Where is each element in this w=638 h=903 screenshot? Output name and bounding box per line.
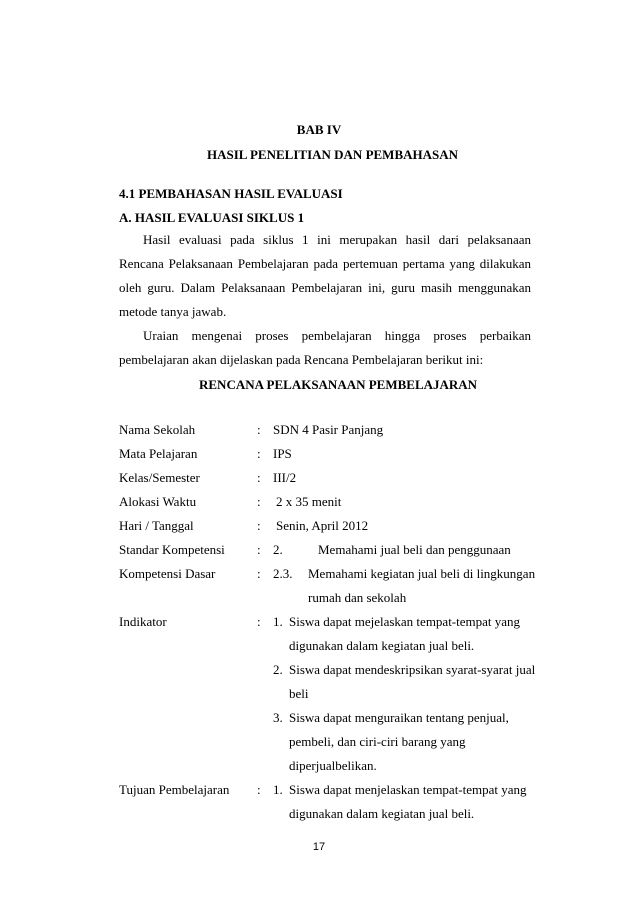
indikator-item-number: 2. bbox=[273, 662, 283, 677]
row-label-indikator: Indikator bbox=[119, 614, 167, 629]
row-value-kompetensi-dasar-cont: rumah dan sekolah bbox=[308, 590, 407, 605]
rpp-title: RENCANA PELAKSANAAN PEMBELAJARAN bbox=[199, 377, 478, 392]
indikator-item-text: beli bbox=[289, 686, 309, 701]
tujuan-item-text: digunakan dalam kegiatan jual beli. bbox=[289, 806, 475, 821]
row-label-kelas-semester: Kelas/Semester bbox=[119, 470, 200, 485]
row-label-hari-tanggal: Hari / Tanggal bbox=[119, 518, 194, 533]
row-colon: : bbox=[257, 446, 261, 461]
chapter-label: BAB IV bbox=[296, 122, 342, 137]
row-colon: : bbox=[257, 518, 261, 533]
row-value-nama-sekolah: SDN 4 Pasir Panjang bbox=[273, 422, 384, 437]
indikator-item-text: Siswa dapat mejelaskan tempat-tempat yang bbox=[289, 614, 521, 629]
row-colon: : bbox=[257, 422, 261, 437]
row-value-hari-tanggal: Senin, April 2012 bbox=[276, 518, 369, 533]
row-label-alokasi-waktu: Alokasi Waktu bbox=[119, 494, 197, 509]
tujuan-item-number: 1. bbox=[273, 782, 283, 797]
row-colon: : bbox=[257, 470, 261, 485]
row-label-nama-sekolah: Nama Sekolah bbox=[119, 422, 196, 437]
tujuan-item-text: Siswa dapat menjelaskan tempat-tempat yang bbox=[289, 782, 527, 797]
row-colon: : bbox=[257, 494, 261, 509]
page-number: 17 bbox=[312, 841, 326, 853]
row-value-kelas-semester: III/2 bbox=[273, 470, 297, 485]
row-number-kompetensi-dasar: 2.3. bbox=[273, 566, 293, 581]
row-colon: : bbox=[257, 566, 261, 581]
indikator-item-number: 1. bbox=[273, 614, 283, 629]
indikator-item-text: Siswa dapat mendeskripsikan syarat-syarat jual bbox=[289, 662, 536, 677]
subsection-heading: A. HASIL EVALUASI SIKLUS 1 bbox=[119, 210, 305, 225]
row-value-alokasi-waktu: 2 x 35 menit bbox=[276, 494, 342, 509]
indikator-item-text: Siswa dapat menguraikan tentang penjual, bbox=[289, 710, 509, 725]
row-colon: : bbox=[257, 542, 261, 557]
row-colon: : bbox=[257, 614, 261, 629]
chapter-title: HASIL PENELITIAN DAN PEMBAHASAN bbox=[207, 147, 459, 162]
row-label-standar-kompetensi: Standar Kompetensi bbox=[119, 542, 225, 557]
row-value-mata-pelajaran: IPS bbox=[273, 446, 292, 461]
indikator-item-text: diperjualbelikan. bbox=[289, 758, 377, 773]
indikator-item-text: pembeli, dan ciri-ciri barang yang bbox=[289, 734, 466, 749]
paragraph-2: Uraian mengenai proses pembelajaran hingga proses perbaikan pembelajaran akan dijelaskan pada Rencana Pembelajaran berikut ini: bbox=[119, 328, 531, 367]
row-label-tujuan-pembelajaran: Tujuan Pembelajaran bbox=[119, 782, 230, 797]
section-heading: 4.1 PEMBAHASAN HASIL EVALUASI bbox=[119, 186, 343, 201]
row-label-mata-pelajaran: Mata Pelajaran bbox=[119, 446, 198, 461]
row-value-kompetensi-dasar: Memahami kegiatan jual beli di lingkungan bbox=[308, 566, 536, 581]
paragraph-1: Hasil evaluasi pada siklus 1 ini merupakan hasil dari pelaksanaan Rencana Pelaksanaan Pembelajaran pada pertemuan pertama yang dilakukan oleh guru. Dalam Pelaksanaan Pembelajaran ini, guru masih menggunakan metode tanya jawab. bbox=[119, 232, 531, 319]
indikator-item-text: digunakan dalam kegiatan jual beli. bbox=[289, 638, 475, 653]
row-number-standar-kompetensi: 2. bbox=[273, 542, 283, 557]
row-value-standar-kompetensi: Memahami jual beli dan penggunaan bbox=[318, 542, 511, 557]
row-label-kompetensi-dasar: Kompetensi Dasar bbox=[119, 566, 216, 581]
row-colon: : bbox=[257, 782, 261, 797]
indikator-item-number: 3. bbox=[273, 710, 283, 725]
